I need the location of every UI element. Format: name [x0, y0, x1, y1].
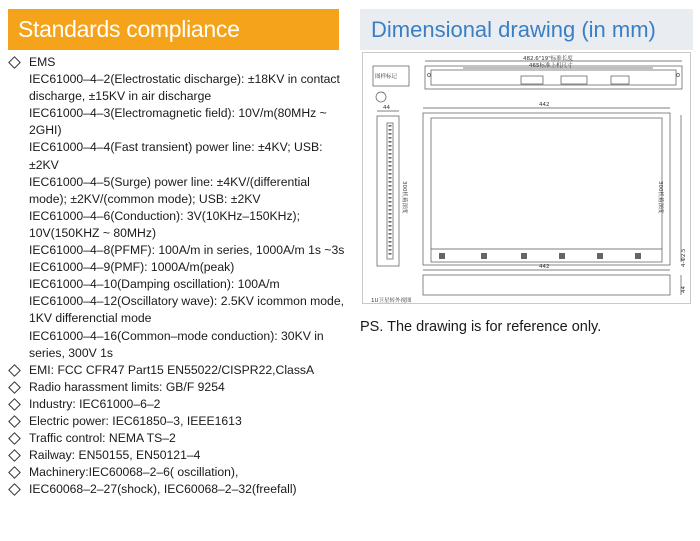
- list-item-text: Machinery:IEC60068–2–6( oscillation),: [29, 465, 239, 480]
- list-item: [9, 481, 349, 498]
- list-item-text: Industry: IEC61000–6–2: [29, 396, 161, 411]
- top-view-outer: [423, 113, 670, 265]
- vent-bar: [389, 185, 392, 187]
- vent-bar: [389, 129, 392, 131]
- vent-bar: [389, 193, 392, 195]
- dimensional-drawing: [362, 52, 691, 304]
- vent-bar: [389, 149, 392, 151]
- ems-item: IEC61000–4–2(Electrostatic discharge): ±18KV in contact discharge, ±15KV in air discharge: [29, 72, 340, 104]
- list-item-text: EMI: FCC CFR47 Part15 EN55022/CISPR22,ClassA: [29, 362, 315, 377]
- vent-bar: [389, 181, 392, 183]
- vent-bar: [389, 209, 392, 211]
- vent-bar: [389, 161, 392, 163]
- ems-item: IEC61000–4–3(Electromagnetic field): 10V/m(80MHz ~ 2GHI): [29, 106, 327, 138]
- diamond-bullet-icon: [8, 56, 21, 69]
- port-marker: [559, 253, 565, 259]
- compliance-list: [9, 54, 349, 498]
- port-marker: [635, 253, 641, 259]
- vent-bar: [389, 133, 392, 135]
- vent-bar: [389, 217, 392, 219]
- ems-item: IEC61000–4–6(Conduction): 3V(10KHz–150KHz); 10V(150KHZ ~ 80MHz): [29, 208, 300, 240]
- ems-item: IEC61000–4–9(PMF): 1000A/m(peak): [29, 260, 235, 275]
- ems-item: IEC61000–4–10(Damping oscillation): 100A/m: [29, 277, 280, 292]
- vent-bar: [389, 225, 392, 227]
- dim-r: 4-Φ2.5: [681, 248, 687, 267]
- ems-item: IEC61000–4–16(Common–mode conduction): 30KV in series, 300V 1s: [29, 328, 324, 360]
- rack-hole: [677, 74, 680, 77]
- vent-bar: [389, 197, 392, 199]
- front-panel-rack: [425, 66, 682, 89]
- ems-item: IEC61000–4–12(Oscillatory wave): 2.5KV icommon mode, 1KV differenctial mode: [29, 294, 344, 326]
- list-item: [9, 464, 349, 481]
- rack-hole: [428, 74, 431, 77]
- port-marker: [521, 253, 527, 259]
- bottom-front-view: [423, 275, 670, 295]
- port-marker: [439, 253, 445, 259]
- vent-bar: [389, 249, 392, 251]
- dim-top-1: 482.6"19"标准长度: [523, 56, 573, 62]
- vent-bar: [389, 245, 392, 247]
- vent-bar: [389, 169, 392, 171]
- dim-44-left: 44: [383, 105, 390, 111]
- vent-bar: [389, 189, 392, 191]
- label-top-box: 图样标记: [375, 74, 398, 80]
- diamond-bullet-icon: [8, 432, 21, 445]
- port-block: [521, 76, 543, 84]
- diamond-bullet-icon: [8, 483, 21, 496]
- vent-bar: [389, 165, 392, 167]
- dim-side-left: 300机箱深度: [401, 181, 407, 214]
- list-item-text: Traffic control: NEMA TS–2: [29, 431, 176, 446]
- ems-item: IEC61000–4–4(Fast transient) power line: ±4KV; USB: ±2KV: [29, 140, 323, 172]
- diamond-bullet-icon: [8, 398, 21, 411]
- vent-bar: [389, 233, 392, 235]
- port-block: [561, 76, 587, 84]
- dim-44-bottom: 44: [681, 286, 687, 293]
- vent-bar: [389, 201, 392, 203]
- front-panel-inner: [431, 70, 676, 85]
- diamond-bullet-icon: [8, 449, 21, 462]
- ems-label: EMS: [29, 55, 56, 69]
- diamond-bullet-icon: [8, 415, 21, 428]
- list-item: [9, 396, 349, 413]
- drawing-caption: 1U卫星转外视图: [371, 298, 412, 304]
- list-item-text: Radio harassment limits: GB/F 9254: [29, 379, 225, 394]
- vent-bar: [389, 213, 392, 215]
- vent-bar: [389, 145, 392, 147]
- vent-bar: [389, 153, 392, 155]
- list-item-ems: [9, 54, 349, 362]
- diamond-bullet-icon: [8, 364, 21, 377]
- vent-bar: [389, 177, 392, 179]
- vent-bar: [389, 205, 392, 207]
- list-item: [9, 447, 349, 464]
- standards-compliance-header: Standards compliance: [8, 9, 339, 50]
- ems-item: IEC61000–4–8(PFMF): 100A/m in series, 1000A/m 1s ~3s: [29, 243, 345, 258]
- list-item: [9, 413, 349, 430]
- vent-bar: [389, 253, 392, 255]
- vent-bar: [389, 241, 392, 243]
- vent-bar: [389, 141, 392, 143]
- dim-top-2: 465标准上机尺寸: [529, 63, 573, 69]
- list-item: [9, 362, 349, 379]
- port-marker: [597, 253, 603, 259]
- top-view-inner: [431, 118, 662, 262]
- list-item: [9, 379, 349, 396]
- diamond-bullet-icon: [8, 466, 21, 479]
- ems-item: IEC61000–4–5(Surge) power line: ±4KV/(differential mode); ±2KV/(common mode); USB: ±2KV: [29, 174, 310, 206]
- vent-bar: [389, 157, 392, 159]
- dim-442-bottom: 442: [539, 264, 550, 270]
- list-item-text: IEC60068–2–27(shock), IEC60068–2–32(freefall): [29, 482, 297, 497]
- reference-note: PS. The drawing is for reference only.: [360, 319, 602, 335]
- vent-bar: [389, 237, 392, 239]
- diamond-bullet-icon: [8, 381, 21, 394]
- drawing-svg: [363, 53, 692, 305]
- list-item-text: Electric power: IEC61850–3, IEEE1613: [29, 413, 242, 428]
- dimensional-drawing-header: Dimensional drawing (in mm): [360, 9, 693, 50]
- vent-bar: [389, 125, 392, 127]
- vent-bar: [389, 137, 392, 139]
- vent-bar: [389, 221, 392, 223]
- dim-side-right: 300机箱深度: [657, 181, 663, 214]
- port-block: [611, 76, 629, 84]
- port-marker: [481, 253, 487, 259]
- dim-442-top: 442: [539, 102, 550, 108]
- list-item-text: Railway: EN50155, EN50121–4: [29, 448, 201, 463]
- vent-bar: [389, 229, 392, 231]
- vent-bar: [389, 173, 392, 175]
- list-item: [9, 430, 349, 447]
- front-knob: [376, 92, 386, 102]
- side-view-left: [377, 116, 399, 266]
